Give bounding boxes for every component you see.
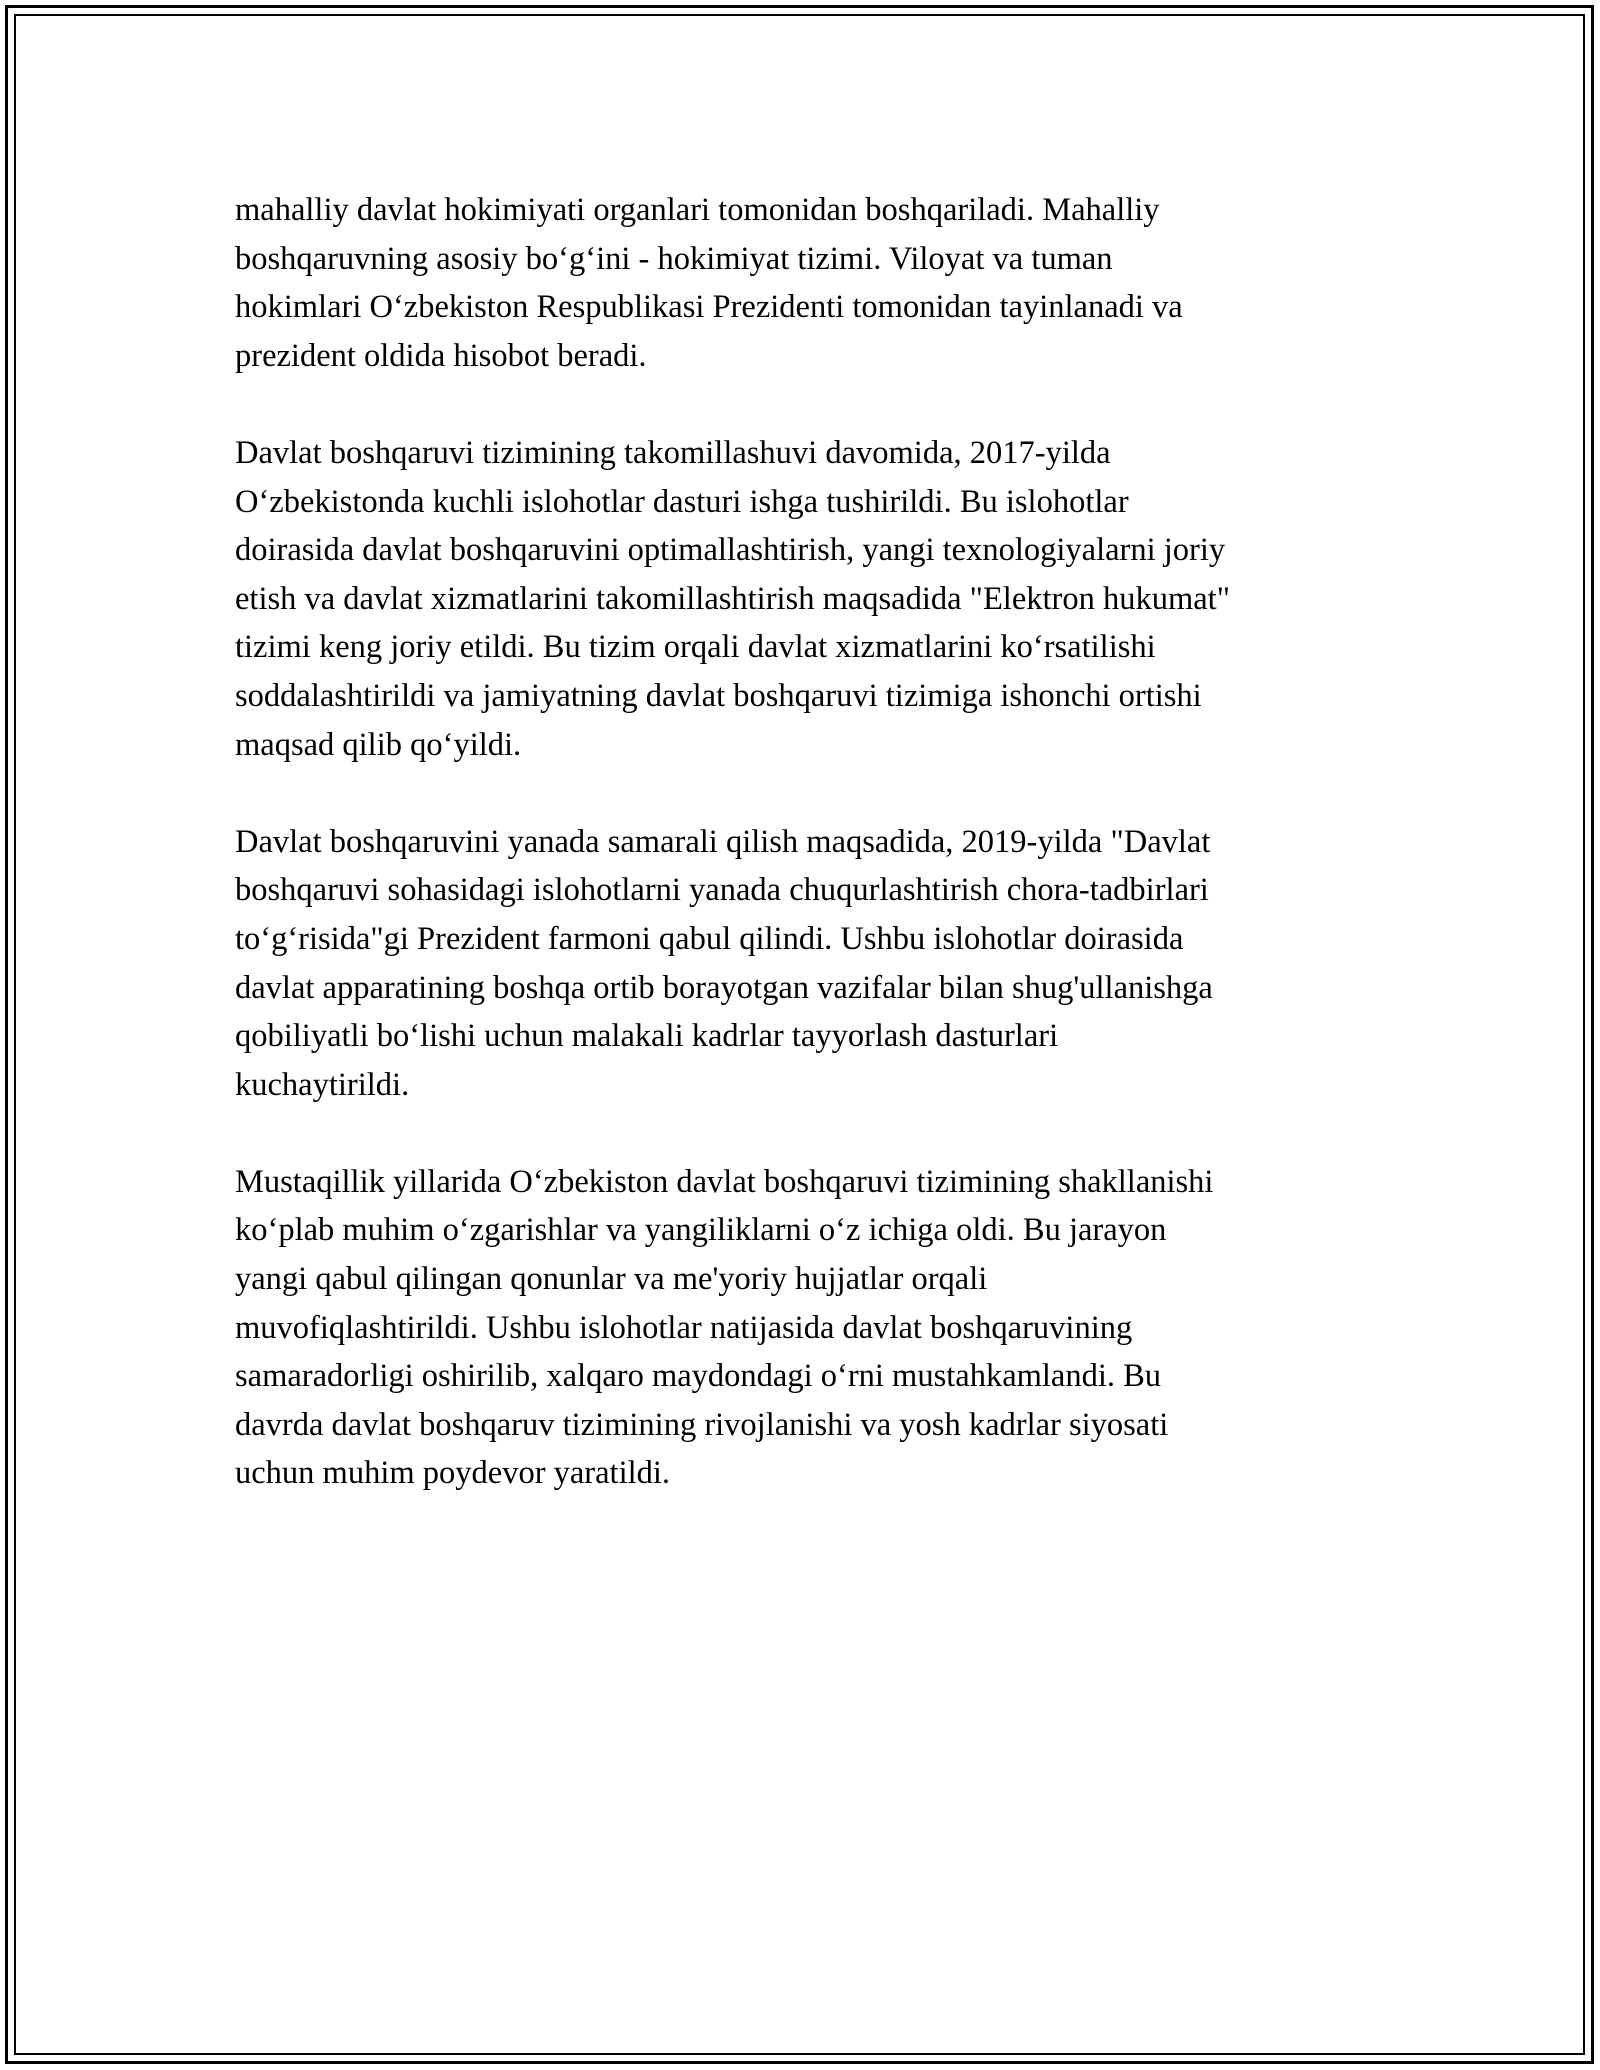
paragraph-2: Davlat boshqaruvi tizimining takomillashuvi davomida, 2017-yilda O‘zbekistonda kuchli islohotlar dasturi ishga tushirildi. Bu islohotlar doirasida davlat boshqaruvini optimallashtirish, yangi texnologiyalarni joriy etish va davlat xizmatlarini takomillashtirish maqsadida "Elektron hukumat" tizimi keng joriy etildi. Bu tizim orqali davlat xizmatlarini ko‘rsatilishi soddalashtirildi va jamiyatning davlat boshqaruvi tizimiga ishonchi ortishi maqsad qilib qo‘yildi.	[235, 434, 1230, 763]
paragraph-3: Davlat boshqaruvini yanada samarali qilish maqsadida, 2019-yilda "Davlat boshqaruvi sohasidagi islohotlarni yanada chuqurlashtirish chora-tadbirlari to‘g‘risida"gi Prezident farmoni qabul qilindi. Ushbu islohotlar doirasida davlat apparatining boshqa ortib borayotgan vazifalar bilan shug'ullanishga qobiliyatli bo‘lishi uchun malakali kadrlar tayyorlash dasturlari kuchaytirildi.	[235, 823, 1213, 1103]
paragraph-4: Mustaqillik yillarida O‘zbekiston davlat boshqaruvi tizimining shakllanishi ko‘plab muhim o‘zgarishlar va yangiliklarni o‘z ichiga oldi. Bu jarayon yangi qabul qilingan qonunlar va me'yoriy hujjatlar orqali muvofiqlashtirildi. Ushbu islohotlar natijasida davlat boshqaruvining samaradorligi oshirilib, xalqaro maydondagi o‘rni mustahkamlandi. Bu davrda davlat boshqaruv tizimining rivojlanishi va yosh kadrlar siyosati uchun muhim poydevor yaratildi.	[235, 1163, 1214, 1492]
document-body	[235, 186, 1365, 1547]
paragraph-1: mahalliy davlat hokimiyati organlari tomonidan boshqariladi. Mahalliy boshqaruvning asosiy bo‘g‘ini - hokimiyat tizimi. Viloyat va tuman hokimlari O‘zbekiston Respublikasi Prezidenti tomonidan tayinlanadi va prezident oldida hisobot beradi.	[235, 192, 1183, 374]
